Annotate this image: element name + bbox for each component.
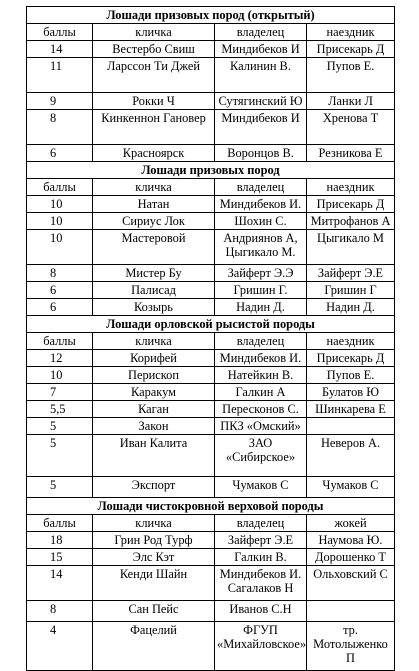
owner-cell: Зайферт Э.Е (215, 532, 307, 549)
name-cell: Кенди Шайн (93, 566, 215, 601)
points-cell: 10 (27, 213, 93, 230)
name-cell: Закон (93, 418, 215, 435)
rider-cell: Ольховский С (307, 566, 395, 601)
owner-cell: Галкин А (215, 384, 307, 401)
section-title: Лошади призовых пород (27, 162, 395, 179)
column-header: кличка (93, 333, 215, 350)
points-cell: 18 (27, 532, 93, 549)
points-cell: 9 (27, 93, 93, 110)
name-cell: Мистер Бу (93, 265, 215, 282)
table-row (27, 230, 395, 265)
name-cell: Красноярск (93, 145, 215, 162)
name-cell: Сан Пейс (93, 601, 215, 622)
table-row (27, 265, 395, 282)
owner-cell: Гришин Г. (215, 282, 307, 299)
owner-cell: Воронцов В. (215, 145, 307, 162)
rider-cell: Хренова Т (307, 110, 395, 145)
name-cell: Грин Род Турф (93, 532, 215, 549)
table-row (27, 41, 395, 58)
name-cell: Экспорт (93, 477, 215, 498)
section-title-row (27, 498, 395, 515)
column-header: кличка (93, 515, 215, 532)
points-cell: 8 (27, 110, 93, 145)
rider-cell (307, 418, 395, 435)
name-cell: Сириус Лок (93, 213, 215, 230)
table-row (27, 282, 395, 299)
name-cell: Фацелий (93, 622, 215, 671)
name-cell: Корифей (93, 350, 215, 367)
rider-cell: Цыгикало М (307, 230, 395, 265)
table-row (27, 435, 395, 477)
section-title: Лошади орловской рысистой породы (27, 316, 395, 333)
table-row (27, 549, 395, 566)
points-cell: 11 (27, 58, 93, 93)
owner-cell: ЗАО «Сибирское» (215, 435, 307, 477)
section-title: Лошади призовых пород (открытый) (27, 7, 395, 24)
section-title-row (27, 162, 395, 179)
name-cell: Иван Калита (93, 435, 215, 477)
table-row (27, 532, 395, 549)
owner-cell: ПКЗ «Омский» (215, 418, 307, 435)
table-row (27, 299, 395, 316)
column-header: владелец (215, 515, 307, 532)
column-header: кличка (93, 179, 215, 196)
column-header: наездник (307, 333, 395, 350)
name-cell: Козырь (93, 299, 215, 316)
owner-cell: ФГУП «Михайловское» (215, 622, 307, 671)
owner-cell: Чумаков С (215, 477, 307, 498)
rider-cell: Присекарь Д (307, 196, 395, 213)
points-cell: 8 (27, 265, 93, 282)
name-cell: Рокки Ч (93, 93, 215, 110)
rider-cell: тр. Мотолыженко П (307, 622, 395, 671)
column-header: наездник (307, 179, 395, 196)
owner-cell: Миндибеков И (215, 41, 307, 58)
section-title-row (27, 7, 395, 24)
rider-cell: Присекарь Д (307, 350, 395, 367)
column-header: баллы (27, 515, 93, 532)
table-row (27, 58, 395, 93)
points-cell: 14 (27, 566, 93, 601)
section-title-row (27, 316, 395, 333)
owner-cell: Зайферт Э.Э (215, 265, 307, 282)
column-header: кличка (93, 24, 215, 41)
name-cell: Мастеровой (93, 230, 215, 265)
table-row (27, 401, 395, 418)
points-cell: 15 (27, 549, 93, 566)
points-cell: 5,5 (27, 401, 93, 418)
points-cell: 4 (27, 622, 93, 671)
section-title: Лошади чистокровной верховой породы (27, 498, 395, 515)
rider-cell: Булатов Ю (307, 384, 395, 401)
points-cell: 5 (27, 477, 93, 498)
table-row (27, 145, 395, 162)
points-cell: 8 (27, 601, 93, 622)
rider-cell: Наумова Ю. (307, 532, 395, 549)
owner-cell: Галкин В. (215, 549, 307, 566)
owner-cell: Андриянов А, Цыгикало М. (215, 230, 307, 265)
owner-cell: Миндибеков И (215, 110, 307, 145)
owner-cell: Иванов С.Н (215, 601, 307, 622)
column-header: наездник (307, 24, 395, 41)
name-cell: Ларссон Ти Джей (93, 58, 215, 93)
points-cell: 6 (27, 299, 93, 316)
rider-cell: Пупов Е. (307, 367, 395, 384)
rider-cell: Неверов А. (307, 435, 395, 477)
name-cell: Каракум (93, 384, 215, 401)
table-row (27, 350, 395, 367)
rider-cell: Зайферт Э.Е (307, 265, 395, 282)
table-row (27, 367, 395, 384)
column-header: владелец (215, 333, 307, 350)
column-header: баллы (27, 179, 93, 196)
table-row (27, 196, 395, 213)
table-row (27, 384, 395, 401)
column-header: жокей (307, 515, 395, 532)
rider-cell: Ланки Л (307, 93, 395, 110)
column-header: баллы (27, 333, 93, 350)
table-row (27, 213, 395, 230)
name-cell: Перископ (93, 367, 215, 384)
table-row (27, 566, 395, 601)
name-cell: Натан (93, 196, 215, 213)
name-cell: Кинкеннон Гановер (93, 110, 215, 145)
rider-cell: Присекарь Д (307, 41, 395, 58)
results-table (26, 6, 395, 671)
column-header-row (27, 515, 395, 532)
points-cell: 10 (27, 196, 93, 213)
owner-cell: Калинин В. (215, 58, 307, 93)
column-header: баллы (27, 24, 93, 41)
table-row (27, 418, 395, 435)
rider-cell: Резникова Е (307, 145, 395, 162)
rider-cell: Шинкарева Е (307, 401, 395, 418)
points-cell: 10 (27, 230, 93, 265)
column-header: владелец (215, 179, 307, 196)
table-row (27, 110, 395, 145)
rider-cell: Чумаков С (307, 477, 395, 498)
points-cell: 7 (27, 384, 93, 401)
points-cell: 5 (27, 435, 93, 477)
column-header-row (27, 333, 395, 350)
points-cell: 6 (27, 145, 93, 162)
table-row (27, 93, 395, 110)
owner-cell: Миндибеков И. (215, 350, 307, 367)
table-row (27, 601, 395, 622)
rider-cell: Дорошенко Т (307, 549, 395, 566)
rider-cell: Митрофанов А (307, 213, 395, 230)
owner-cell: Надин Д. (215, 299, 307, 316)
points-cell: 6 (27, 282, 93, 299)
rider-cell: Пупов Е. (307, 58, 395, 93)
rider-cell: Надин Д. (307, 299, 395, 316)
owner-cell: Натейкин В. (215, 367, 307, 384)
results-document (26, 6, 394, 671)
owner-cell: Миндибеков И. (215, 196, 307, 213)
column-header: владелец (215, 24, 307, 41)
points-cell: 12 (27, 350, 93, 367)
rider-cell (307, 601, 395, 622)
points-cell: 5 (27, 418, 93, 435)
table-row (27, 622, 395, 671)
rider-cell: Гришин Г (307, 282, 395, 299)
table-row (27, 477, 395, 498)
name-cell: Элс Кэт (93, 549, 215, 566)
points-cell: 10 (27, 367, 93, 384)
column-header-row (27, 179, 395, 196)
name-cell: Палисад (93, 282, 215, 299)
name-cell: Вестербо Свиш (93, 41, 215, 58)
column-header-row (27, 24, 395, 41)
name-cell: Каган (93, 401, 215, 418)
owner-cell: Сутягинский Ю (215, 93, 307, 110)
points-cell: 14 (27, 41, 93, 58)
owner-cell: Миндибеков И. Сагалаков Н (215, 566, 307, 601)
owner-cell: Шохин С. (215, 213, 307, 230)
owner-cell: Пересконов С. (215, 401, 307, 418)
